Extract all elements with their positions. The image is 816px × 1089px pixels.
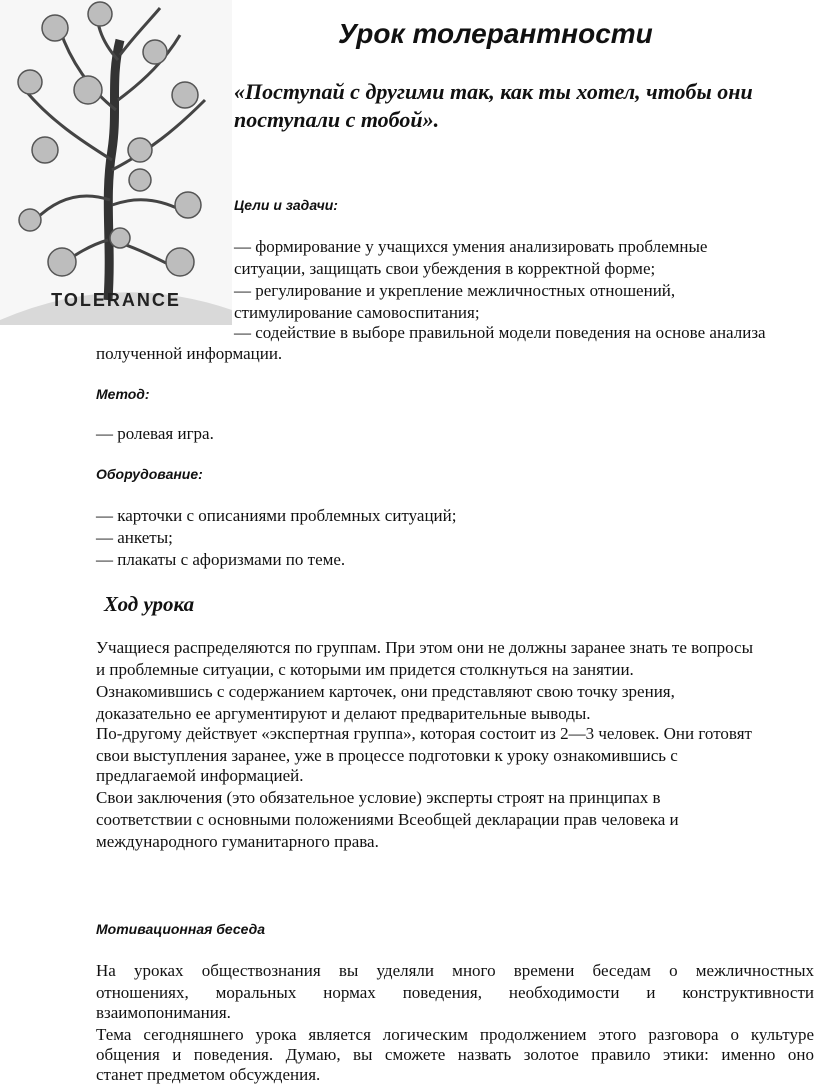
equipment-heading: Оборудование:: [96, 466, 203, 482]
lesson-line: Свои заключения (это обязательное условие) эксперты строят на принципах в: [96, 788, 661, 807]
tolerance-caption: TOLERANCE: [51, 290, 181, 310]
document-title: Урок толерантности: [338, 18, 653, 49]
equipment-item: — плакаты с афоризмами по теме.: [96, 550, 346, 569]
goals-line: — формирование у учащихся умения анализировать проблемные: [234, 237, 708, 256]
motivation-line: На уроках обществознания вы уделяли много времени беседам о межличностных: [96, 961, 814, 980]
motivation-line: отношениях, моральных нормах поведения, необходимости и конструктивности: [96, 983, 814, 1002]
lesson-heading: Ход урока: [104, 592, 195, 616]
goals-line: — регулирование и укрепление межличностных отношений,: [234, 281, 676, 300]
lesson-line: По-другому действует «экспертная группа», которая состоит из 2—3 человек. Они готовят: [96, 724, 752, 743]
motivation-line: станет предметом обсуждения.: [96, 1065, 321, 1084]
method-heading: Метод:: [96, 386, 150, 402]
lesson-line: доказательно ее аргументируют и делают предварительные выводы.: [96, 704, 591, 723]
motivation-line: взаимопонимания.: [96, 1003, 231, 1022]
goals-line: — содействие в выборе правильной модели поведения на основе анализа: [234, 323, 766, 342]
equipment-item: — карточки с описаниями проблемных ситуаций;: [96, 506, 457, 525]
motivation-line: общения и поведения. Думаю, вы сможете назвать золотое правило этики: именно оно: [96, 1045, 814, 1064]
goals-line: полученной информации.: [96, 344, 283, 363]
lesson-line: и проблемные ситуации, с которыми им придется столкнуться на занятии.: [96, 660, 634, 679]
tree-drawing: [0, 0, 232, 325]
lesson-line: международного гуманитарного права.: [96, 832, 379, 851]
lesson-line: Ознакомившись с содержанием карточек, они представляют свою точку зрения,: [96, 682, 675, 701]
lesson-line: Учащиеся распределяются по группам. При этом они не должны заранее знать те вопросы: [96, 638, 754, 657]
epigraph-line: поступали с тобой».: [234, 107, 440, 132]
goals-line: стимулирование самовоспитания;: [234, 303, 480, 322]
equipment-item: — анкеты;: [96, 528, 173, 547]
method-item: — ролевая игра.: [96, 424, 214, 443]
lesson-line: соответствии с основными положениями Всеобщей декларации прав человека и: [96, 810, 679, 829]
goals-line: ситуации, защищать свои убеждения в корректной форме;: [234, 259, 656, 278]
epigraph-line: «Поступай с другими так, как ты хотел, чтобы они: [234, 79, 753, 104]
goals-heading: Цели и задачи:: [234, 197, 338, 213]
lesson-line: свои выступления заранее, уже в процессе подготовки к уроку ознакомившись с: [96, 746, 678, 765]
lesson-line: предлагаемой информацией.: [96, 766, 304, 785]
epigraph: [234, 78, 816, 134]
motivation-heading: Мотивационная беседа: [96, 921, 266, 937]
motivation-line: Тема сегодняшнего урока является логическим продолжением этого разговора о культуре: [96, 1025, 814, 1044]
tolerance-tree-illustration: [0, 0, 232, 325]
